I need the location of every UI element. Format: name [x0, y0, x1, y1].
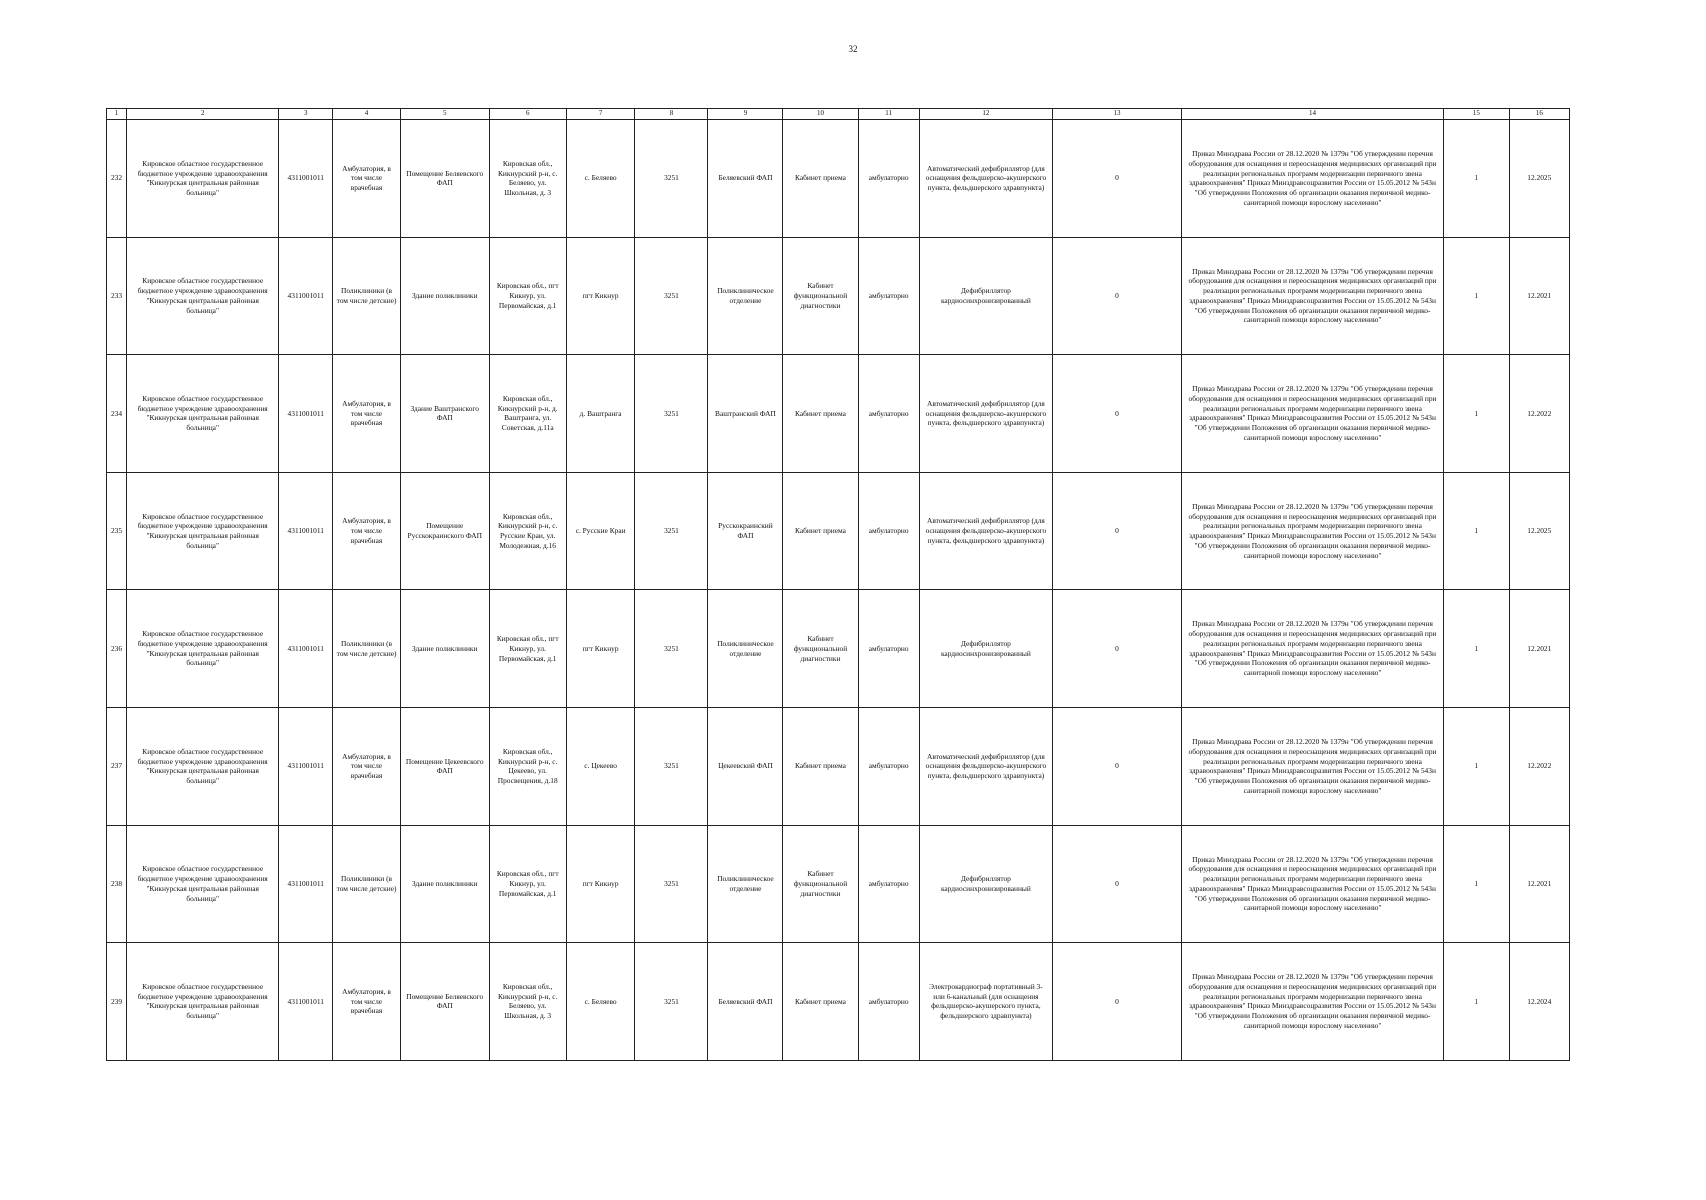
code-cell: 3251 [635, 707, 708, 825]
column-number-row [107, 109, 1570, 120]
care-condition-cell: амбулаторно [858, 355, 919, 473]
facility-type-cell: Поликлиники (в том числе детские) [333, 237, 401, 355]
care-condition-cell: амбулаторно [858, 707, 919, 825]
table-row [107, 120, 1570, 238]
address-cell: Кировская обл., пгт Кикнур, ул. Первомайская, д.1 [489, 237, 566, 355]
column-number-header: 9 [708, 109, 783, 120]
department-cell: Беляевский ФАП [708, 943, 783, 1061]
organization-cell: Кировское областное государственное бюджетное учреждение здравоохранения "Кикнурская центральная районная больница" [127, 472, 279, 590]
row-number-cell: 235 [107, 472, 127, 590]
planned-quantity-cell: 1 [1444, 355, 1510, 473]
equipment-cell: Автоматический дефибриллятор (для оснащения фельдшерско-акушерского пункта, фельдшерского здравпункта) [919, 472, 1052, 590]
column-number-header: 10 [783, 109, 858, 120]
cabinet-cell: Кабинет функциональной диагностики [783, 237, 858, 355]
facility-type-cell: Амбулатория, в том числе врачебная [333, 943, 401, 1061]
table-row [107, 707, 1570, 825]
table-row [107, 472, 1570, 590]
code-cell: 3251 [635, 943, 708, 1061]
department-cell: Поликлиническое отделение [708, 237, 783, 355]
row-number-cell: 237 [107, 707, 127, 825]
page-number: 32 [848, 44, 858, 54]
legal-basis-cell: Приказ Минздрава России от 28.12.2020 № 1379н "Об утверждении перечня оборудования для оснащения и переоснащения медицинских организаций при реализации региональных программ модернизации первичного звена здравоохранения" Приказ Минздравсоцразвития России от 15.05.2012 № 543н "Об утверждении Положения об организации оказания первичной медико-санитарной помощи взрослому населению" [1181, 943, 1443, 1061]
inn-cell: 4311001011 [279, 707, 333, 825]
department-cell: Ваштранский ФАП [708, 355, 783, 473]
inn-cell: 4311001011 [279, 355, 333, 473]
locality-cell: с. Беляево [566, 120, 635, 238]
facility-type-cell: Поликлиники (в том числе детские) [333, 590, 401, 708]
legal-basis-cell: Приказ Минздрава России от 28.12.2020 № 1379н "Об утверждении перечня оборудования для оснащения и переоснащения медицинских организаций при реализации региональных программ модернизации первичного звена здравоохранения" Приказ Минздравсоцразвития России от 15.05.2012 № 543н "Об утверждении Положения об организации оказания первичной медико-санитарной помощи взрослому населению" [1181, 355, 1443, 473]
cabinet-cell: Кабинет функциональной диагностики [783, 825, 858, 943]
column-number-header: 16 [1509, 109, 1569, 120]
cabinet-cell: Кабинет приема [783, 120, 858, 238]
table-row [107, 237, 1570, 355]
existing-quantity-cell: 0 [1053, 355, 1182, 473]
inn-cell: 4311001011 [279, 590, 333, 708]
planned-quantity-cell: 1 [1444, 943, 1510, 1061]
cabinet-cell: Кабинет приема [783, 707, 858, 825]
row-number-cell: 233 [107, 237, 127, 355]
inn-cell: 4311001011 [279, 472, 333, 590]
equipment-cell: Автоматический дефибриллятор (для оснащения фельдшерско-акушерского пункта, фельдшерского здравпункта) [919, 355, 1052, 473]
planned-quantity-cell: 1 [1444, 707, 1510, 825]
organization-cell: Кировское областное государственное бюджетное учреждение здравоохранения "Кикнурская центральная районная больница" [127, 590, 279, 708]
cabinet-cell: Кабинет функциональной диагностики [783, 590, 858, 708]
locality-cell: с. Беляево [566, 943, 635, 1061]
locality-cell: с. Русские Краи [566, 472, 635, 590]
building-cell: Здание поликлиники [400, 590, 489, 708]
existing-quantity-cell: 0 [1053, 707, 1182, 825]
delivery-date-cell: 12.2024 [1509, 943, 1569, 1061]
care-condition-cell: амбулаторно [858, 237, 919, 355]
column-number-header: 13 [1053, 109, 1182, 120]
code-cell: 3251 [635, 825, 708, 943]
column-number-header: 15 [1444, 109, 1510, 120]
delivery-date-cell: 12.2025 [1509, 120, 1569, 238]
column-number-header: 3 [279, 109, 333, 120]
existing-quantity-cell: 0 [1053, 237, 1182, 355]
planned-quantity-cell: 1 [1444, 120, 1510, 238]
care-condition-cell: амбулаторно [858, 825, 919, 943]
legal-basis-cell: Приказ Минздрава России от 28.12.2020 № 1379н "Об утверждении перечня оборудования для оснащения и переоснащения медицинских организаций при реализации региональных программ модернизации первичного звена здравоохранения" Приказ Минздравсоцразвития России от 15.05.2012 № 543н "Об утверждении Положения об организации оказания первичной медико-санитарной помощи взрослому населению" [1181, 237, 1443, 355]
delivery-date-cell: 12.2022 [1509, 355, 1569, 473]
delivery-date-cell: 12.2021 [1509, 237, 1569, 355]
building-cell: Помещение Беляевского ФАП [400, 943, 489, 1061]
legal-basis-cell: Приказ Минздрава России от 28.12.2020 № 1379н "Об утверждении перечня оборудования для оснащения и переоснащения медицинских организаций при реализации региональных программ модернизации первичного звена здравоохранения" Приказ Минздравсоцразвития России от 15.05.2012 № 543н "Об утверждении Положения об организации оказания первичной медико-санитарной помощи взрослому населению" [1181, 707, 1443, 825]
address-cell: Кировская обл., пгт Кикнур, ул. Первомайская, д.1 [489, 590, 566, 708]
equipment-cell: Автоматический дефибриллятор (для оснащения фельдшерско-акушерского пункта, фельдшерского здравпункта) [919, 707, 1052, 825]
column-number-header: 2 [127, 109, 279, 120]
department-cell: Беляевский ФАП [708, 120, 783, 238]
locality-cell: пгт Кикнур [566, 825, 635, 943]
row-number-cell: 232 [107, 120, 127, 238]
delivery-date-cell: 12.2025 [1509, 472, 1569, 590]
table-row [107, 355, 1570, 473]
column-number-header: 12 [919, 109, 1052, 120]
column-number-header: 7 [566, 109, 635, 120]
organization-cell: Кировское областное государственное бюджетное учреждение здравоохранения "Кикнурская центральная районная больница" [127, 943, 279, 1061]
building-cell: Здание Ваштранского ФАП [400, 355, 489, 473]
table-row [107, 590, 1570, 708]
column-number-header: 4 [333, 109, 401, 120]
organization-cell: Кировское областное государственное бюджетное учреждение здравоохранения "Кикнурская центральная районная больница" [127, 825, 279, 943]
existing-quantity-cell: 0 [1053, 120, 1182, 238]
locality-cell: пгт Кикнур [566, 590, 635, 708]
legal-basis-cell: Приказ Минздрава России от 28.12.2020 № 1379н "Об утверждении перечня оборудования для оснащения и переоснащения медицинских организаций при реализации региональных программ модернизации первичного звена здравоохранения" Приказ Минздравсоцразвития России от 15.05.2012 № 543н "Об утверждении Положения об организации оказания первичной медико-санитарной помощи взрослому населению" [1181, 825, 1443, 943]
care-condition-cell: амбулаторно [858, 120, 919, 238]
existing-quantity-cell: 0 [1053, 590, 1182, 708]
inn-cell: 4311001011 [279, 237, 333, 355]
row-number-cell: 239 [107, 943, 127, 1061]
column-number-header: 1 [107, 109, 127, 120]
column-number-header: 6 [489, 109, 566, 120]
equipment-cell: Электрокардиограф портативный 3- или 6-канальный (для оснащения фельдшерско-акушерского пункта, фельдшерского здравпункта) [919, 943, 1052, 1061]
delivery-date-cell: 12.2021 [1509, 590, 1569, 708]
care-condition-cell: амбулаторно [858, 943, 919, 1061]
table-row [107, 825, 1570, 943]
column-number-header: 8 [635, 109, 708, 120]
row-number-cell: 236 [107, 590, 127, 708]
cabinet-cell: Кабинет приема [783, 472, 858, 590]
code-cell: 3251 [635, 355, 708, 473]
building-cell: Помещение Беляевского ФАП [400, 120, 489, 238]
planned-quantity-cell: 1 [1444, 237, 1510, 355]
equipment-cell: Дефибриллятор кардиосинхронизированный [919, 237, 1052, 355]
organization-cell: Кировское областное государственное бюджетное учреждение здравоохранения "Кикнурская центральная районная больница" [127, 707, 279, 825]
column-number-header: 5 [400, 109, 489, 120]
table-row [107, 943, 1570, 1061]
code-cell: 3251 [635, 590, 708, 708]
facility-type-cell: Амбулатория, в том числе врачебная [333, 472, 401, 590]
equipment-cell: Дефибриллятор кардиосинхронизированный [919, 825, 1052, 943]
building-cell: Помещение Русскокраинского ФАП [400, 472, 489, 590]
locality-cell: д. Ваштранга [566, 355, 635, 473]
facility-type-cell: Поликлиники (в том числе детские) [333, 825, 401, 943]
inn-cell: 4311001011 [279, 120, 333, 238]
care-condition-cell: амбулаторно [858, 590, 919, 708]
cabinet-cell: Кабинет приема [783, 943, 858, 1061]
inn-cell: 4311001011 [279, 825, 333, 943]
column-number-header: 14 [1181, 109, 1443, 120]
locality-cell: с. Цекеево [566, 707, 635, 825]
equipment-registry-table [106, 108, 1570, 1061]
facility-type-cell: Амбулатория, в том числе врачебная [333, 707, 401, 825]
planned-quantity-cell: 1 [1444, 590, 1510, 708]
row-number-cell: 238 [107, 825, 127, 943]
legal-basis-cell: Приказ Минздрава России от 28.12.2020 № 1379н "Об утверждении перечня оборудования для оснащения и переоснащения медицинских организаций при реализации региональных программ модернизации первичного звена здравоохранения" Приказ Минздравсоцразвития России от 15.05.2012 № 543н "Об утверждении Положения об организации оказания первичной медико-санитарной помощи взрослому населению" [1181, 472, 1443, 590]
address-cell: Кировская обл., Кикнурский р-н, с. Русские Краи, ул. Молодежная, д.16 [489, 472, 566, 590]
code-cell: 3251 [635, 472, 708, 590]
address-cell: Кировская обл., пгт Кикнур, ул. Первомайская, д.1 [489, 825, 566, 943]
department-cell: Русскокраинский ФАП [708, 472, 783, 590]
building-cell: Здание поликлиники [400, 237, 489, 355]
column-number-header: 11 [858, 109, 919, 120]
legal-basis-cell: Приказ Минздрава России от 28.12.2020 № 1379н "Об утверждении перечня оборудования для оснащения и переоснащения медицинских организаций при реализации региональных программ модернизации первичного звена здравоохранения" Приказ Минздравсоцразвития России от 15.05.2012 № 543н "Об утверждении Положения об организации оказания первичной медико-санитарной помощи взрослому населению" [1181, 590, 1443, 708]
code-cell: 3251 [635, 237, 708, 355]
row-number-cell: 234 [107, 355, 127, 473]
delivery-date-cell: 12.2022 [1509, 707, 1569, 825]
address-cell: Кировская обл., Кикнурский р-н, с. Беляево, ул. Школьная, д. 3 [489, 943, 566, 1061]
organization-cell: Кировское областное государственное бюджетное учреждение здравоохранения "Кикнурская центральная районная больница" [127, 120, 279, 238]
equipment-cell: Автоматический дефибриллятор (для оснащения фельдшерско-акушерского пункта, фельдшерского здравпункта) [919, 120, 1052, 238]
legal-basis-cell: Приказ Минздрава России от 28.12.2020 № 1379н "Об утверждении перечня оборудования для оснащения и переоснащения медицинских организаций при реализации региональных программ модернизации первичного звена здравоохранения" Приказ Минздравсоцразвития России от 15.05.2012 № 543н "Об утверждении Положения об организации оказания первичной медико-санитарной помощи взрослому населению" [1181, 120, 1443, 238]
department-cell: Поликлиническое отделение [708, 590, 783, 708]
inn-cell: 4311001011 [279, 943, 333, 1061]
organization-cell: Кировское областное государственное бюджетное учреждение здравоохранения "Кикнурская центральная районная больница" [127, 355, 279, 473]
locality-cell: пгт Кикнур [566, 237, 635, 355]
planned-quantity-cell: 1 [1444, 825, 1510, 943]
department-cell: Цекеевский ФАП [708, 707, 783, 825]
building-cell: Помещение Цекеевского ФАП [400, 707, 489, 825]
address-cell: Кировская обл., Кикнурский р-н, с. Беляево, ул. Школьная, д. 3 [489, 120, 566, 238]
code-cell: 3251 [635, 120, 708, 238]
existing-quantity-cell: 0 [1053, 472, 1182, 590]
care-condition-cell: амбулаторно [858, 472, 919, 590]
address-cell: Кировская обл., Кикнурский р-н, д. Ваштранга, ул. Советская, д.11а [489, 355, 566, 473]
department-cell: Поликлиническое отделение [708, 825, 783, 943]
delivery-date-cell: 12.2021 [1509, 825, 1569, 943]
cabinet-cell: Кабинет приема [783, 355, 858, 473]
facility-type-cell: Амбулатория, в том числе врачебная [333, 355, 401, 473]
existing-quantity-cell: 0 [1053, 825, 1182, 943]
planned-quantity-cell: 1 [1444, 472, 1510, 590]
organization-cell: Кировское областное государственное бюджетное учреждение здравоохранения "Кикнурская центральная районная больница" [127, 237, 279, 355]
existing-quantity-cell: 0 [1053, 943, 1182, 1061]
equipment-cell: Дефибриллятор кардиосинхронизированный [919, 590, 1052, 708]
building-cell: Здание поликлиники [400, 825, 489, 943]
facility-type-cell: Амбулатория, в том числе врачебная [333, 120, 401, 238]
address-cell: Кировская обл., Кикнурский р-н, с. Цекеево, ул. Просвещения, д.18 [489, 707, 566, 825]
